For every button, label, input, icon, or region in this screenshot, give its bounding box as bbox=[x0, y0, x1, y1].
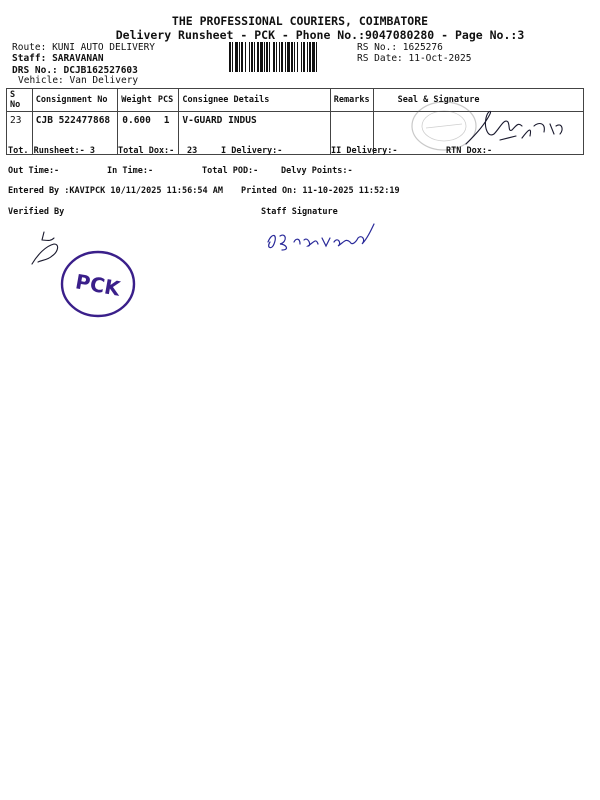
signature-scribble-icon bbox=[466, 111, 562, 144]
total-dox-label: Total Dox:- bbox=[118, 146, 175, 156]
barcode-bar bbox=[257, 42, 259, 72]
runsheet-title: Delivery Runsheet - PCK - Phone No.:9047080280 - Page No.:3 bbox=[115, 28, 525, 42]
barcode-bar bbox=[276, 42, 277, 72]
barcode-bar bbox=[294, 42, 295, 72]
cell-pcs: 1 bbox=[155, 112, 179, 155]
barcode-bar bbox=[245, 42, 246, 72]
barcode-bar bbox=[301, 42, 302, 72]
barcode-bar bbox=[309, 42, 311, 72]
barcode-bar bbox=[285, 42, 286, 72]
in-time: In Time:- bbox=[107, 166, 154, 176]
route-label: Route: bbox=[12, 42, 47, 53]
vehicle-label: Vehicle: bbox=[18, 75, 64, 86]
rtn-dox: RTN Dox:- bbox=[446, 146, 493, 156]
company-title: THE PROFESSIONAL COURIERS, COIMBATORE bbox=[171, 14, 429, 28]
verified-by-label: Verified By bbox=[8, 207, 65, 217]
barcode-bar bbox=[291, 42, 293, 72]
barcode-bar bbox=[241, 42, 243, 72]
tot-runsheet: Tot. Runsheet:- 3 bbox=[8, 146, 95, 156]
vehicle-value: Van Delivery bbox=[69, 75, 139, 86]
staff-value: SARAVANAN bbox=[52, 53, 104, 64]
barcode-bar bbox=[260, 42, 263, 72]
barcode-bar bbox=[266, 42, 268, 72]
cell-consignment: CJB 522477868 bbox=[32, 112, 117, 155]
cell-sno: 23 bbox=[7, 112, 33, 155]
col-seal: Seal & Signature bbox=[373, 89, 583, 112]
vehicle-line bbox=[18, 75, 138, 86]
rs-no-line bbox=[357, 42, 443, 53]
entered-by: Entered By :KAVIPCK 10/11/2025 11:56:54 AM bbox=[8, 186, 223, 196]
barcode-bar bbox=[251, 42, 253, 72]
total-dox-value: 23 bbox=[187, 146, 198, 156]
printed-on: Printed On: 11-10-2025 11:52:19 bbox=[241, 186, 400, 196]
drs-value: DCJB162527603 bbox=[63, 65, 138, 76]
barcode-bar bbox=[307, 42, 308, 72]
col-consignment: Consignment No bbox=[32, 89, 117, 112]
staff-signature-label: Staff Signature bbox=[261, 207, 338, 217]
rs-date-label: RS Date: bbox=[357, 53, 403, 64]
rs-no-value: 1625276 bbox=[402, 42, 443, 53]
rs-date-value: 11-Oct-2025 bbox=[408, 53, 472, 64]
barcode-bar bbox=[297, 42, 298, 72]
barcode-bar bbox=[239, 42, 240, 72]
total-pod: Total POD:- bbox=[202, 166, 259, 176]
barcode-bar bbox=[303, 42, 305, 72]
col-pcs: PCS bbox=[155, 89, 179, 112]
barcode-bar bbox=[287, 42, 290, 72]
barcode-bar bbox=[232, 42, 233, 72]
barcode-bar bbox=[316, 42, 317, 72]
col-remarks: Remarks bbox=[330, 89, 373, 112]
out-time: Out Time:- bbox=[8, 166, 60, 176]
col-consignee: Consignee Details bbox=[179, 89, 330, 112]
delvy-points: Delvy Points:- bbox=[281, 166, 353, 176]
barcode-bar bbox=[229, 42, 231, 72]
barcode-bar bbox=[279, 42, 280, 72]
barcode-bar bbox=[254, 42, 255, 72]
drs-label: DRS No.: bbox=[12, 65, 58, 76]
barcode bbox=[228, 42, 352, 72]
receiver-seal-signature bbox=[404, 96, 590, 154]
staff-label: Staff: bbox=[12, 53, 47, 64]
barcode-bar bbox=[249, 42, 250, 72]
i-delivery: I Delivery:- bbox=[221, 146, 283, 156]
rs-date-line bbox=[357, 53, 471, 64]
col-sno: S No bbox=[7, 89, 33, 112]
staff-signature-scribble-icon bbox=[262, 220, 384, 254]
barcode-bar bbox=[264, 42, 265, 72]
rs-no-label: RS No.: bbox=[357, 42, 398, 53]
barcode-bar bbox=[273, 42, 275, 72]
ii-delivery: II Delivery:- bbox=[331, 146, 398, 156]
faded-seal-icon bbox=[412, 102, 476, 150]
pck-stamp bbox=[58, 248, 138, 320]
cell-weight: 0.600 bbox=[118, 112, 155, 155]
route-value: KUNI AUTO DELIVERY bbox=[52, 42, 156, 53]
cell-consignee: V-GUARD INDUS bbox=[179, 112, 330, 155]
route-line bbox=[12, 42, 155, 53]
barcode-bar bbox=[235, 42, 238, 72]
barcode-bar bbox=[269, 42, 270, 72]
barcode-bar bbox=[312, 42, 315, 72]
barcode-bar bbox=[281, 42, 283, 72]
stamp-text: PCK bbox=[73, 269, 122, 301]
col-weight: Weight bbox=[118, 89, 155, 112]
staff-line bbox=[12, 53, 104, 64]
